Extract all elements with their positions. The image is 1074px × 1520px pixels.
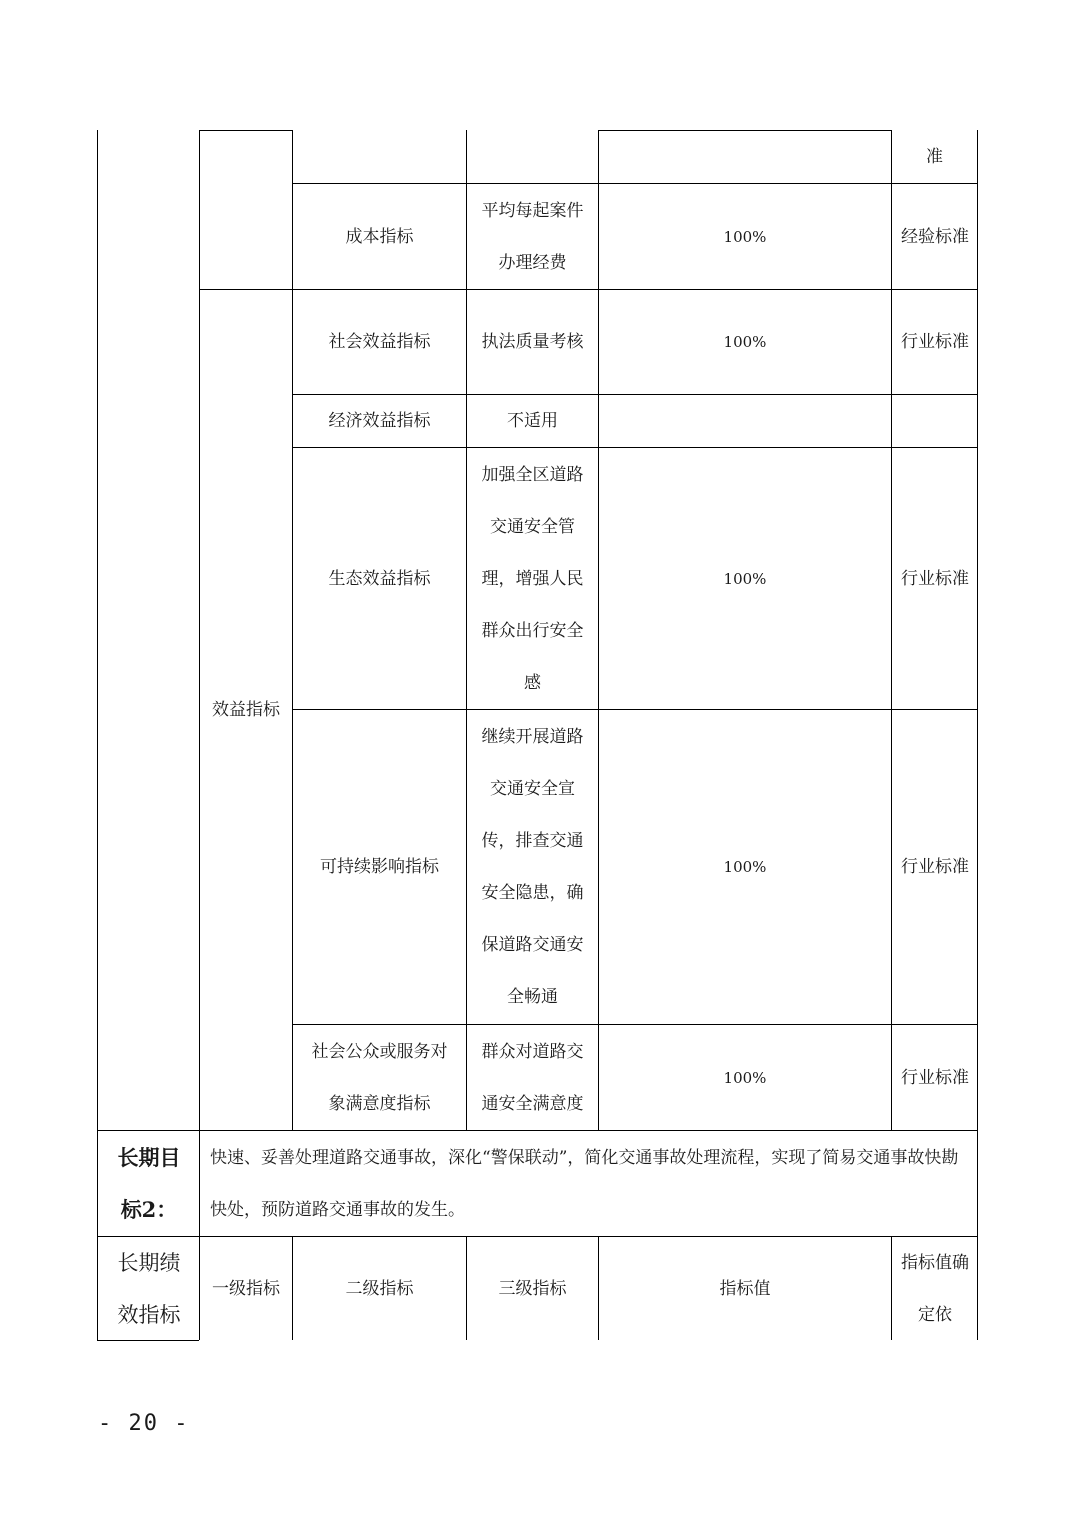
row5-standard: 行业标准 [901,568,969,589]
row6-level2: 可持续影响指标 [320,857,439,877]
row3-level3: 执法质量考核 [481,332,584,352]
table-col-divider-5 [891,130,892,1130]
header-level3: 三级指标 [498,1278,567,1299]
row2-standard: 经验标准 [901,226,969,247]
row2-value: 100% [723,227,767,246]
goal2-label: 长期目标2： [117,1144,181,1222]
page-number: - 20 - [98,1411,190,1436]
row4-level3: 不适用 [507,411,558,431]
row7-level2: 社会公众或服务对象满意度指标 [311,1041,448,1114]
row2-level2: 成本指标 [345,226,414,247]
row6-value: 100% [723,858,767,876]
table-col-divider-3 [466,130,467,1130]
table-col-divider-5b [891,1236,892,1340]
row4-level2: 经济效益指标 [328,411,431,431]
header-long-term-label: 长期绩效指标 [117,1250,181,1327]
row2-level3: 平均每起案件办理经费 [481,200,584,273]
row7-level3: 群众对道路交通安全满意度 [481,1041,584,1114]
table-border-right [977,130,978,1340]
row6-level3: 继续开展道路交通安全宣传，排查交通安全隐患，确保道路交通安全畅通 [481,727,584,1007]
header-value: 指标值 [719,1278,771,1299]
row3-value: 100% [723,333,767,351]
header-basis: 指标值确定依 [901,1252,969,1325]
header-level2: 二级指标 [345,1278,414,1299]
table-top-partial-a [199,130,292,131]
row7-standard: 行业标准 [901,1067,969,1088]
table-border-left [97,130,98,1340]
row3-standard: 行业标准 [901,332,969,352]
benefit-level1-label: 效益指标 [212,700,280,720]
goal2-text: 快速、妥善处理道路交通事故，深化“警保联动”，简化交通事故处理流程，实现了简易交通事故快勘快处，预防道路交通事故的发生。 [210,1147,959,1220]
row6-standard: 行业标准 [901,857,969,877]
row3-level2: 社会效益指标 [328,332,431,352]
row5-level3: 加强全区道路交通安全管理，增强人民群众出行安全感 [481,464,584,693]
row5-value: 100% [723,569,767,588]
header-level1: 一级指标 [212,1278,280,1299]
row1-standard: 准 [926,147,943,167]
row5-level2: 生态效益指标 [328,568,431,589]
row7-value: 100% [723,1068,767,1087]
table-top-partial-b [598,130,891,131]
